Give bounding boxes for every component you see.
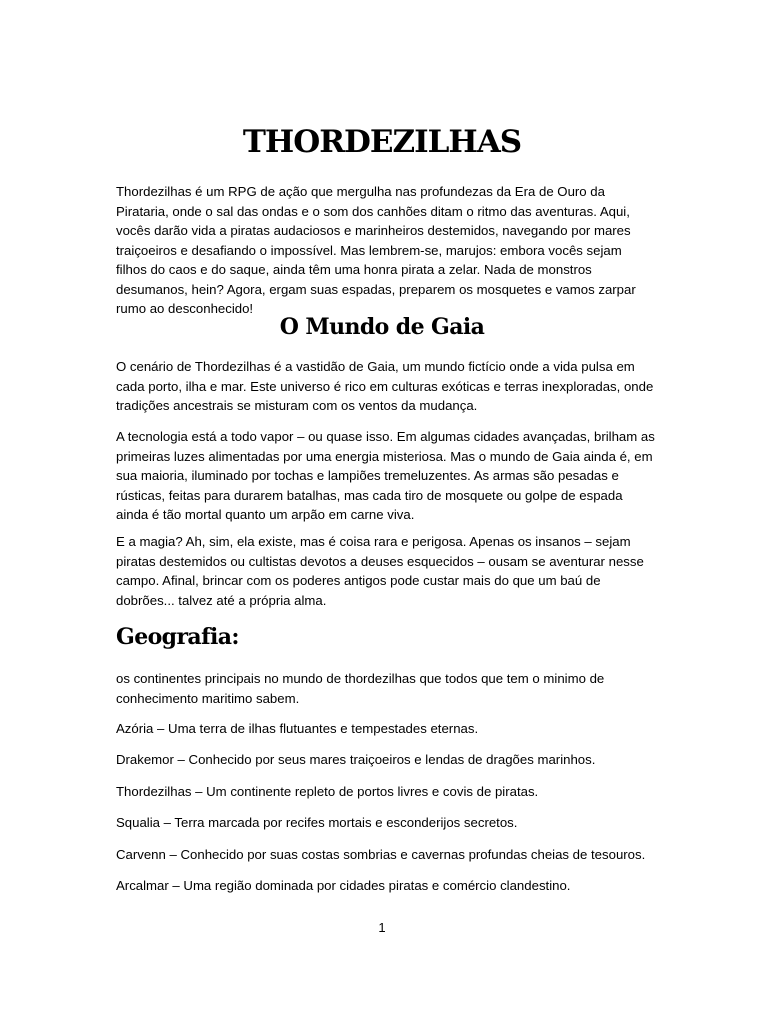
world-paragraph-3: E a magia? Ah, sim, ela existe, mas é coisa rara e perigosa. Apenas os insanos – sejam piratas destemidos ou cultistas devotos a deuses esquecidos – ousam se aventurar nesse campo. Afinal, brincar com os poderes antigos pode custar mais do que um baú de dobrões... talvez até a própria alma. — [116, 534, 644, 608]
continent-item-arcalmar: Arcalmar – Uma região dominada por cidades piratas e comércio clandestino. — [116, 878, 571, 893]
intro-paragraph: Thordezilhas é um RPG de ação que mergulha nas profundezas da Era de Ouro da Pirataria, onde o sal das ondas e o som dos canhões ditam o ritmo das aventuras. Aqui, vocês darão vida a piratas audaciosos e marinheiros destemidos, navegando por mares traiçoeiros e desafiando o impossível. Mas lembrem-se, marujos: embora vocês sejam filhos do caos e do saque, ainda têm uma honra pirata a zelar. Nada de monstros desumanos, hein? Agora, ergam suas espadas, preparem os mosquetes e vamos zarpar rumo ao desconhecido! — [116, 184, 636, 316]
continent-item-carvenn: Carvenn – Conhecido por suas costas sombrias e cavernas profundas cheias de tesouros. — [116, 847, 646, 862]
geography-heading: Geografia: — [116, 624, 239, 650]
continent-item-drakemor: Drakemor – Conhecido por seus mares traiçoeiros e lendas de dragões marinhos. — [116, 752, 596, 767]
document-title: THORDEZILHAS — [242, 124, 522, 160]
world-paragraph-1: O cenário de Thordezilhas é a vastidão de Gaia, um mundo fictício onde a vida pulsa em cada porto, ilha e mar. Este universo é rico em culturas exóticas e terras inexploradas, onde tradições ancestrais se misturam com os ventos da mudança. — [116, 359, 654, 413]
world-paragraph-2: A tecnologia está a todo vapor – ou quase isso. Em algumas cidades avançadas, brilham as primeiras luzes alimentadas por uma energia misteriosa. Mas o mundo de Gaia ainda é, em sua maioria, iluminado por tochas e lampiões tremeluzentes. As armas são pesadas e rústicas, feitas para durarem batalhas, mas cada tiro de mosquete ou golpe de espada ainda é tão mortal quanto um arpão em carne viva. — [116, 429, 655, 522]
geography-intro: os continentes principais no mundo de thordezilhas que todos que tem o minimo de conhecimento maritimo sabem. — [116, 671, 605, 706]
continent-item-azoria: Azória – Uma terra de ilhas flutuantes e tempestades eternas. — [116, 721, 479, 736]
world-heading: O Mundo de Gaia — [279, 314, 485, 340]
page-number: 1 — [378, 920, 386, 935]
continent-item-thordezilhas: Thordezilhas – Um continente repleto de portos livres e covis de piratas. — [116, 784, 539, 799]
continent-item-squalia: Squalia – Terra marcada por recifes mortais e esconderijos secretos. — [116, 815, 518, 830]
